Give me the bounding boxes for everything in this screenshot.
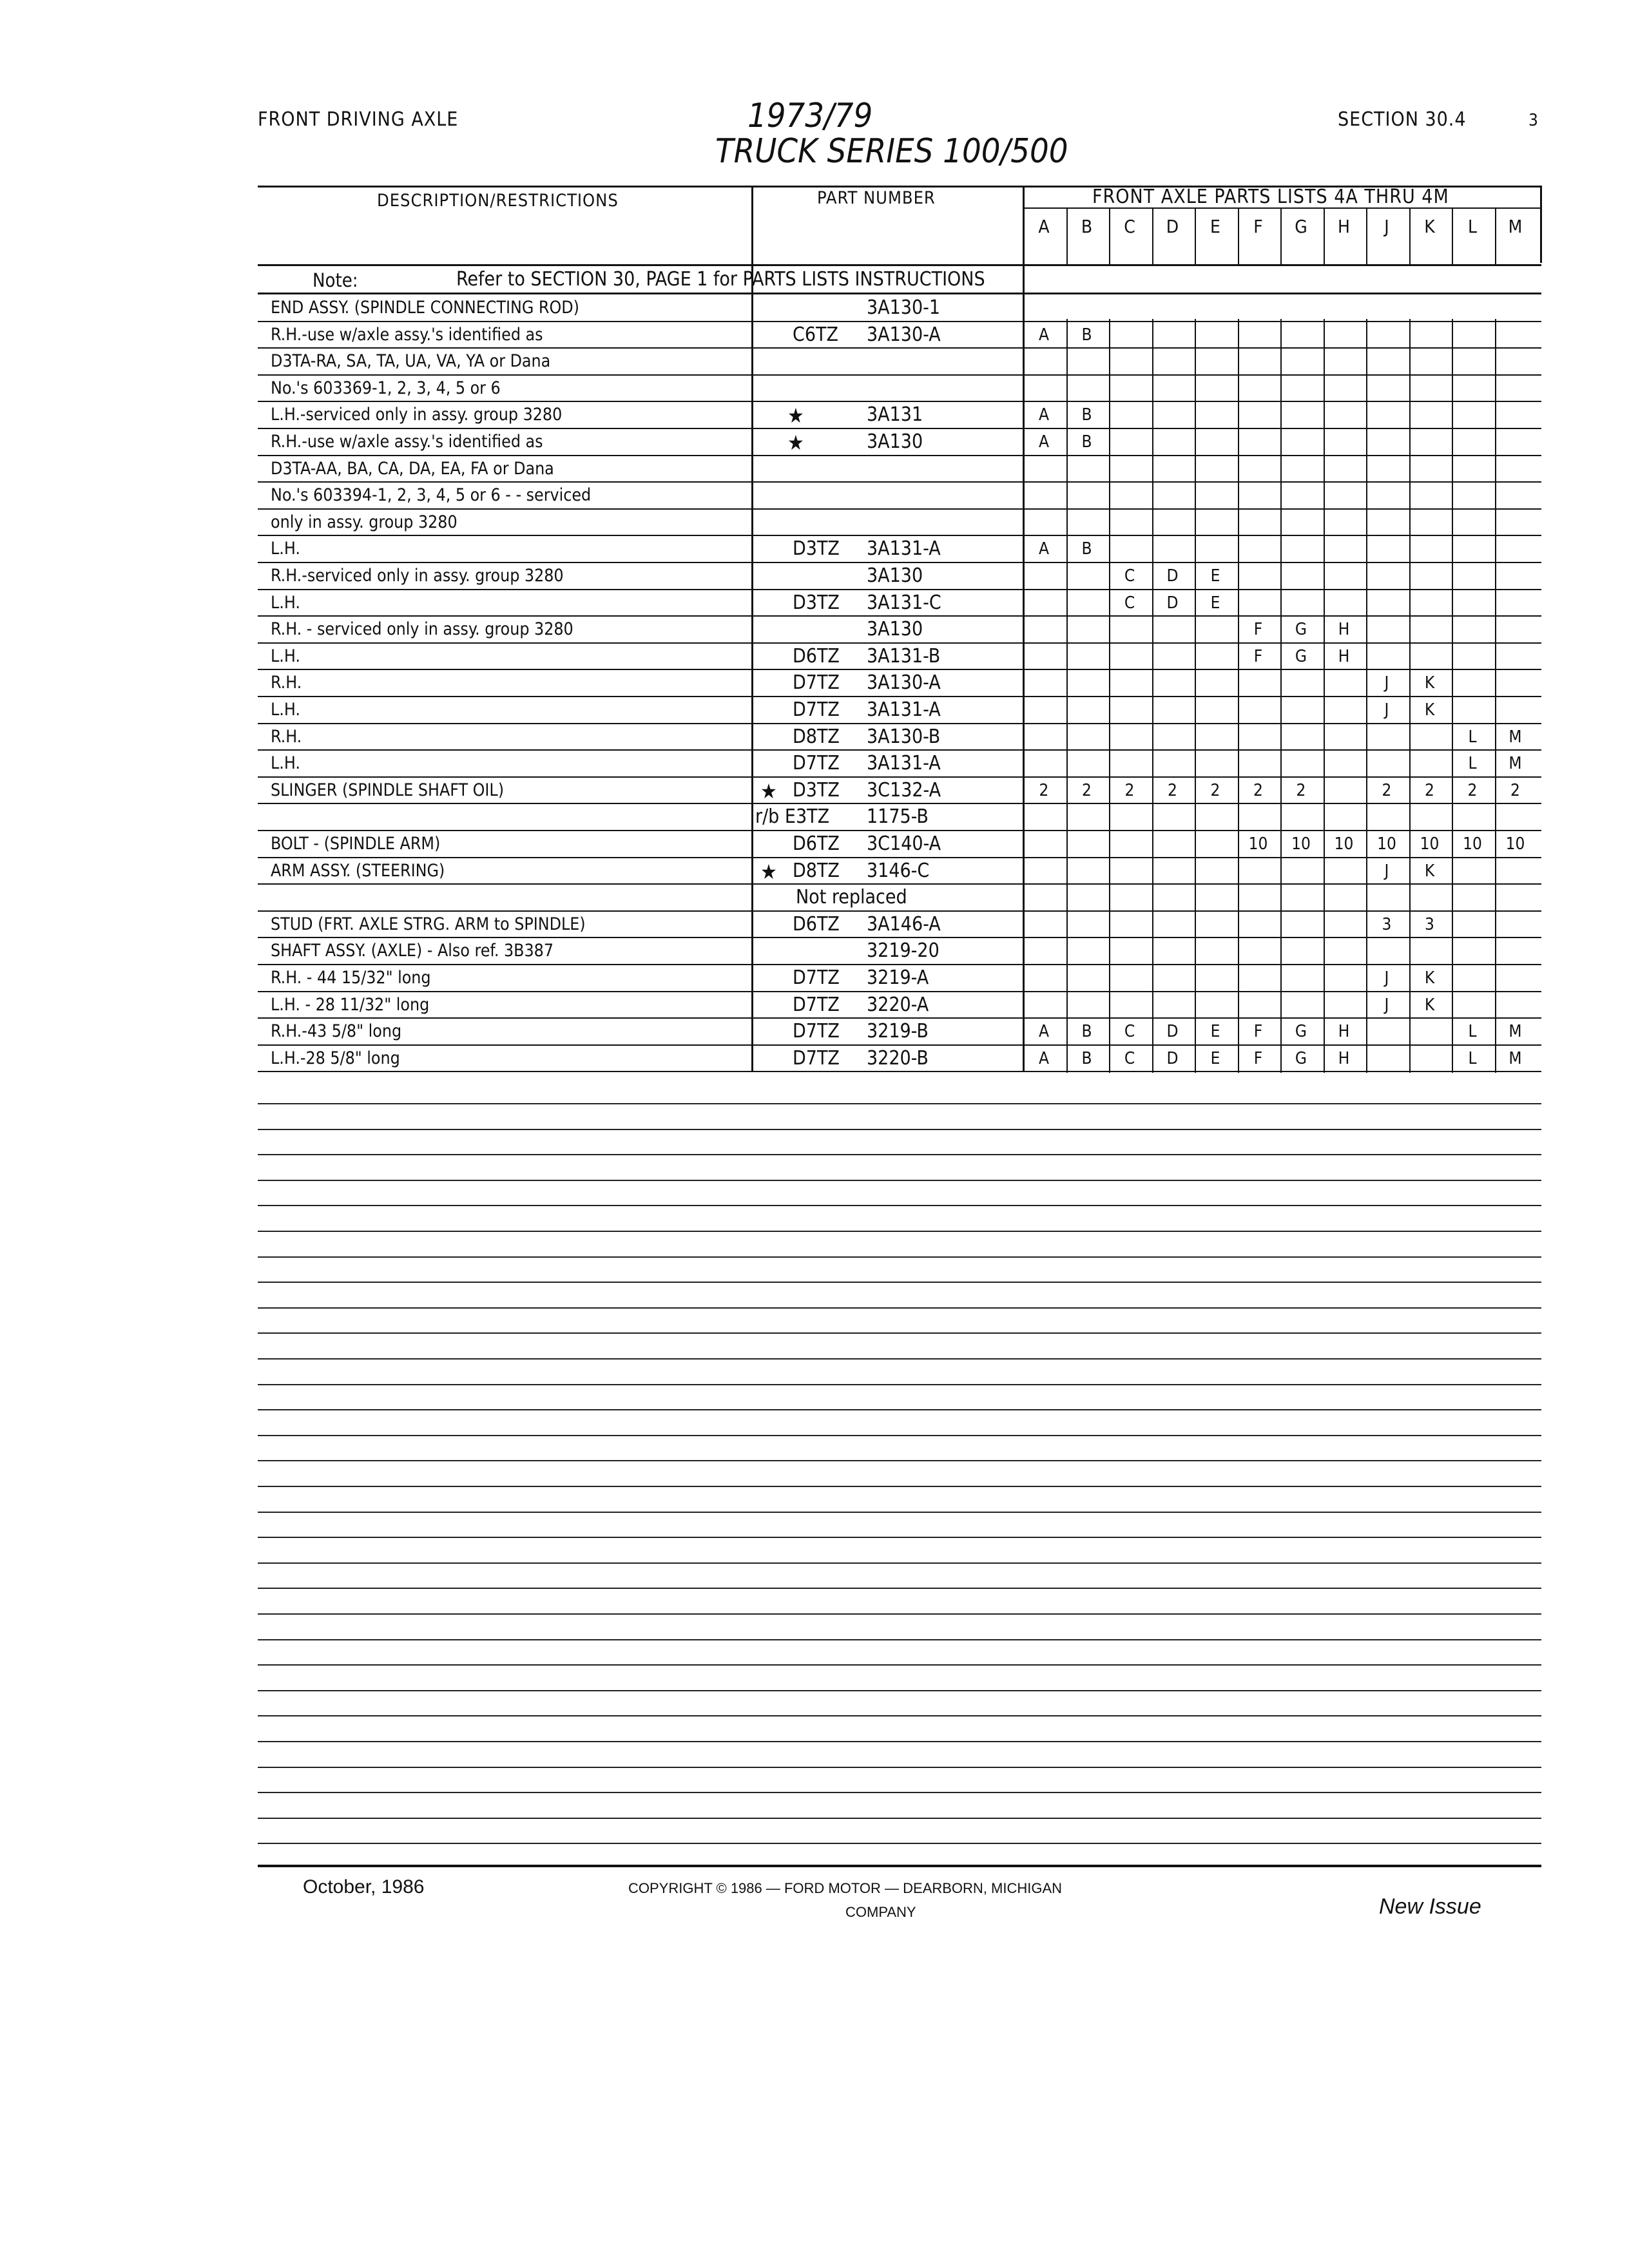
list-cell: B: [1081, 405, 1092, 425]
list-column-divider: [1238, 319, 1239, 1073]
list-cell: 3: [1425, 914, 1434, 934]
list-cell: 2: [1168, 780, 1177, 800]
list-cell: F: [1253, 620, 1263, 640]
list-cell: M: [1509, 1022, 1522, 1042]
row-rule: [258, 749, 1541, 751]
blank-line: [258, 1409, 1541, 1410]
list-column-divider: [1109, 207, 1110, 264]
star-icon: ★: [787, 403, 804, 428]
row-rule: [258, 696, 1541, 697]
list-cell: C: [1124, 566, 1135, 586]
list-cell: 2: [1296, 780, 1306, 800]
list-cell: 10: [1291, 834, 1311, 854]
part-basic-number: 3146-C: [867, 859, 930, 882]
list-column-header: J: [1384, 216, 1389, 237]
list-cell: 10: [1463, 834, 1482, 854]
part-basic-number: 3220-A: [867, 993, 929, 1016]
part-basic-number: 3C132-A: [867, 778, 941, 802]
list-column-divider: [1452, 207, 1453, 264]
list-cell: A: [1039, 432, 1049, 452]
list-cell: C: [1124, 1048, 1135, 1068]
list-cell: B: [1081, 539, 1092, 559]
list-column-divider: [1324, 207, 1325, 264]
list-cell: G: [1295, 620, 1307, 640]
row-rule: [258, 910, 1541, 912]
row-description: L.H.-28 5/8" long: [271, 1048, 400, 1068]
row-description: R.H.-use w/axle assy.'s identified as: [271, 432, 543, 452]
blank-line: [258, 1282, 1541, 1283]
row-rule: [258, 803, 1541, 804]
list-cell: E: [1210, 566, 1220, 586]
part-prefix: D6TZ: [793, 644, 840, 668]
list-cell: 2: [1425, 780, 1434, 800]
blank-line: [258, 1460, 1541, 1461]
row-rule: [258, 455, 1541, 456]
list-cell: J: [1384, 673, 1389, 693]
row-description: SHAFT ASSY. (AXLE) - Also ref. 3B387: [271, 941, 554, 961]
list-column-divider: [1452, 319, 1453, 1073]
list-cell: M: [1509, 727, 1522, 747]
list-column-divider: [1066, 207, 1068, 264]
blank-line: [258, 1129, 1541, 1130]
blank-line: [258, 1690, 1541, 1691]
blank-line: [258, 1767, 1541, 1768]
part-number-header: PART NUMBER: [817, 188, 936, 208]
list-cell: 2: [1467, 780, 1478, 800]
list-cell: J: [1384, 861, 1389, 881]
list-cell: 10: [1420, 834, 1440, 854]
part-basic-number: 3A131-B: [867, 644, 941, 668]
part-basic-number: 3219-A: [867, 966, 929, 989]
section-title: FRONT DRIVING AXLE: [258, 108, 459, 131]
list-cell: H: [1338, 1022, 1350, 1042]
part-basic-number: 3A146-A: [867, 912, 941, 936]
list-cell: B: [1081, 432, 1092, 452]
row-description: L.H.: [271, 753, 300, 774]
list-column-divider: [1152, 319, 1153, 1073]
list-cell: J: [1384, 995, 1389, 1015]
part-basic-number: 3A130-A: [867, 323, 941, 346]
lists-header: FRONT AXLE PARTS LISTS 4A THRU 4M: [1092, 186, 1449, 208]
list-cell: H: [1338, 646, 1350, 666]
row-rule: [258, 508, 1541, 510]
list-cell: 2: [1082, 780, 1092, 800]
row-description: only in assy. group 3280: [271, 512, 458, 532]
list-column-header: K: [1424, 216, 1435, 237]
list-cell: F: [1253, 1022, 1263, 1042]
list-cell: D: [1166, 593, 1179, 613]
star-icon: ★: [760, 859, 777, 884]
row-rule: [258, 830, 1541, 831]
blank-line: [258, 1307, 1541, 1309]
list-column-header: A: [1038, 216, 1050, 237]
list-column-divider: [1195, 319, 1196, 1073]
part-basic-number: 3A131: [867, 403, 923, 427]
row-rule: [258, 776, 1541, 778]
blank-line: [258, 1256, 1541, 1258]
blank-line: [258, 1512, 1541, 1513]
list-column-divider: [1109, 319, 1110, 1073]
footer-rule: [258, 1865, 1541, 1867]
blank-line: [258, 1332, 1541, 1334]
part-prefix: D7TZ: [793, 993, 840, 1016]
part-prefix: D7TZ: [793, 752, 840, 775]
list-cell: A: [1039, 325, 1049, 345]
part-basic-number: 3220-B: [867, 1046, 929, 1070]
row-description: No.'s 603369-1, 2, 3, 4, 5 or 6: [271, 378, 501, 398]
blank-line: [258, 1639, 1541, 1640]
part-col-divider: [1023, 186, 1025, 1072]
list-cell: C: [1124, 1022, 1135, 1042]
row-rule: [258, 937, 1541, 938]
part-basic-number: 3A131-A: [867, 698, 941, 721]
list-column-header: M: [1508, 216, 1523, 237]
list-cell: E: [1210, 1048, 1220, 1068]
blank-line: [258, 1792, 1541, 1793]
list-cell: 10: [1248, 834, 1268, 854]
list-cell: M: [1509, 1048, 1522, 1068]
list-cell: 10: [1377, 834, 1396, 854]
list-cell: G: [1295, 1048, 1307, 1068]
list-column-header: C: [1124, 216, 1135, 237]
blank-line: [258, 1843, 1541, 1844]
part-basic-number: 1175-B: [867, 805, 929, 829]
list-cell: 2: [1039, 780, 1049, 800]
blank-line: [258, 1435, 1541, 1436]
list-column-divider: [1409, 207, 1411, 264]
part-prefix: D6TZ: [793, 832, 840, 855]
year-range: 1973/79: [747, 97, 873, 135]
row-rule: [258, 615, 1541, 617]
row-description: BOLT - (SPINDLE ARM): [271, 834, 441, 854]
row-description: R.H.-use w/axle assy.'s identified as: [271, 324, 543, 345]
row-rule: [258, 991, 1541, 992]
list-cell: E: [1210, 1022, 1220, 1042]
list-column-header: B: [1081, 216, 1093, 237]
row-description: L.H. - 28 11/32" long: [271, 994, 430, 1015]
note-label: Note:: [313, 269, 358, 291]
list-column-header: F: [1253, 216, 1263, 237]
list-cell: 2: [1253, 780, 1263, 800]
list-cell: L: [1468, 1048, 1477, 1068]
row-rule: [258, 428, 1541, 429]
blank-line: [258, 1818, 1541, 1819]
blank-line: [258, 1205, 1541, 1206]
row-description: R.H.-43 5/8" long: [271, 1021, 402, 1042]
list-column-header: E: [1210, 216, 1220, 237]
list-cell: C: [1124, 593, 1135, 613]
list-column-header: H: [1338, 216, 1350, 237]
row-rule: [258, 669, 1541, 670]
list-cell: 3: [1382, 914, 1392, 934]
row-description: No.'s 603394-1, 2, 3, 4, 5 or 6 - - serviced: [271, 485, 592, 506]
row-description: L.H.-serviced only in assy. group 3280: [271, 405, 563, 425]
list-cell: 2: [1382, 780, 1392, 800]
list-cell: L: [1468, 727, 1477, 747]
part-prefix: C6TZ: [793, 323, 838, 346]
row-description: D3TA-AA, BA, CA, DA, EA, FA or Dana: [271, 458, 554, 479]
list-column-divider: [1280, 207, 1282, 264]
row-description: D3TA-RA, SA, TA, UA, VA, YA or Dana: [271, 351, 551, 372]
row-rule: [258, 964, 1541, 965]
part-basic-number: 3A131-C: [867, 591, 941, 614]
list-cell: H: [1338, 1048, 1350, 1068]
list-cell: G: [1295, 646, 1307, 666]
row-description: ARM ASSY. (STEERING): [271, 860, 445, 881]
blank-line: [258, 1588, 1541, 1589]
row-rule: [258, 883, 1541, 885]
list-column-divider: [1495, 319, 1496, 1073]
blank-line: [258, 1537, 1541, 1538]
list-column-divider: [1366, 319, 1367, 1073]
part-basic-number: 3A130-A: [867, 671, 941, 695]
row-rule: [258, 1044, 1541, 1046]
list-column-divider: [1066, 319, 1068, 1073]
row-description: R.H.-serviced only in assy. group 3280: [271, 566, 564, 586]
part-basic-number: 3A130: [867, 564, 923, 587]
star-icon: ★: [787, 430, 804, 455]
list-cell: K: [1424, 968, 1435, 988]
page-number: 3: [1528, 111, 1538, 130]
list-cell: 2: [1124, 780, 1135, 800]
list-cell: K: [1424, 700, 1435, 720]
row-description: L.H.: [271, 700, 300, 720]
row-rule: [258, 481, 1541, 483]
list-cell: A: [1039, 1022, 1049, 1042]
row-description: L.H.: [271, 592, 300, 613]
description-header: DESCRIPTION/RESTRICTIONS: [377, 191, 619, 211]
blank-line: [258, 1180, 1541, 1181]
list-column-divider: [1238, 207, 1239, 264]
row-rule: [258, 642, 1541, 644]
list-cell: K: [1424, 673, 1435, 693]
blank-line: [258, 1562, 1541, 1564]
list-cell: H: [1338, 620, 1350, 640]
blank-line: [258, 1103, 1541, 1104]
list-column-divider: [1324, 319, 1325, 1073]
list-column-divider: [1495, 207, 1496, 264]
list-cell: D: [1166, 566, 1179, 586]
list-cell: G: [1295, 1022, 1307, 1042]
list-cell: D: [1166, 1048, 1179, 1068]
star-icon: ★: [760, 778, 777, 803]
part-basic-number: 3A131-A: [867, 752, 941, 775]
row-rule: [258, 589, 1541, 590]
list-cell: K: [1424, 861, 1435, 881]
list-cell: 2: [1510, 780, 1520, 800]
list-cell: F: [1253, 1048, 1263, 1068]
row-rule: [258, 535, 1541, 536]
part-basic-number: 3219-20: [867, 939, 940, 963]
copyright-notice: COPYRIGHT © 1986 — FORD MOTOR — DEARBORN, MICHIGAN: [628, 1880, 1063, 1896]
row-rule: [258, 1017, 1541, 1019]
row-description: R.H. - serviced only in assy. group 3280: [271, 619, 574, 640]
list-cell: A: [1039, 1048, 1049, 1068]
blank-line: [258, 1613, 1541, 1615]
part-prefix: D7TZ: [793, 966, 840, 989]
blank-line: [258, 1358, 1541, 1360]
part-basic-number: 3A130-1: [867, 296, 941, 319]
series-title: TRUCK SERIES 100/500: [715, 132, 1068, 171]
part-prefix: D8TZ: [793, 859, 840, 882]
blank-line: [258, 1154, 1541, 1155]
part-prefix: D6TZ: [793, 912, 840, 936]
part-prefix: D3TZ: [793, 778, 840, 802]
list-column-divider: [1280, 319, 1282, 1073]
copyright-company: COMPANY: [845, 1904, 916, 1920]
part-basic-number: 3A130: [867, 618, 923, 641]
part-basic-number: 3A130: [867, 430, 923, 453]
part-basic-number: 3A131-A: [867, 537, 941, 561]
note-text: Refer to SECTION 30, PAGE 1 for PARTS LISTS INSTRUCTIONS: [456, 268, 985, 291]
part-prefix: r/b E3TZ: [755, 805, 830, 829]
list-cell: L: [1468, 754, 1477, 774]
list-cell: B: [1081, 1022, 1092, 1042]
blank-line: [258, 1384, 1541, 1385]
list-column-divider: [1409, 319, 1411, 1073]
row-rule: [258, 857, 1541, 858]
list-cell: 2: [1210, 780, 1220, 800]
section-number: SECTION 30.4: [1338, 108, 1467, 131]
row-rule: [258, 374, 1541, 376]
blank-line: [258, 1664, 1541, 1666]
header-bottom-rule: [258, 264, 1541, 266]
issue-status: New Issue: [1379, 1894, 1481, 1919]
row-description: L.H.: [271, 539, 300, 559]
list-cell: J: [1384, 968, 1389, 988]
list-column-header: G: [1295, 216, 1307, 237]
list-cell: M: [1509, 754, 1522, 774]
row-description: R.H.: [271, 673, 302, 693]
list-cell: 10: [1334, 834, 1354, 854]
list-cell: 10: [1505, 834, 1525, 854]
row-description: L.H.: [271, 646, 300, 666]
row-rule: [258, 1071, 1541, 1072]
row-description: R.H. - 44 15/32" long: [271, 968, 431, 988]
list-cell: L: [1468, 1022, 1477, 1042]
row-rule: [258, 347, 1541, 349]
list-cell: B: [1081, 325, 1092, 345]
part-prefix: D3TZ: [793, 537, 840, 561]
list-cell: D: [1166, 1022, 1179, 1042]
list-column-divider: [1152, 207, 1153, 264]
desc-col-divider: [751, 186, 753, 1072]
blank-line: [258, 1741, 1541, 1742]
row-rule: [258, 723, 1541, 724]
right-edge: [1540, 186, 1542, 263]
part-prefix: D8TZ: [793, 725, 840, 748]
part-prefix: D7TZ: [793, 1020, 840, 1043]
row-description: STUD (FRT. AXLE STRG. ARM to SPINDLE): [271, 914, 586, 934]
list-cell: A: [1039, 405, 1049, 425]
issue-date: October, 1986: [303, 1876, 425, 1898]
part-basic-number: 3C140-A: [867, 832, 941, 855]
blank-line: [258, 1231, 1541, 1232]
note-bottom-rule: [258, 293, 1541, 294]
blank-line: [258, 1486, 1541, 1487]
part-basic-number: 3219-B: [867, 1020, 929, 1043]
list-column-divider: [1366, 207, 1367, 264]
row-rule: [258, 321, 1541, 322]
row-description: END ASSY. (SPINDLE CONNECTING ROD): [271, 298, 579, 318]
row-description: R.H.: [271, 726, 302, 747]
row-rule: [258, 401, 1541, 402]
part-prefix: Not replaced: [796, 886, 907, 909]
row-description: SLINGER (SPINDLE SHAFT OIL): [271, 780, 505, 800]
list-cell: B: [1081, 1048, 1092, 1068]
list-cell: E: [1210, 593, 1220, 613]
list-column-header: D: [1166, 216, 1179, 237]
list-cell: J: [1384, 700, 1389, 720]
list-cell: K: [1424, 995, 1435, 1015]
list-column-header: L: [1467, 216, 1478, 237]
list-cell: A: [1039, 539, 1049, 559]
blank-line: [258, 1715, 1541, 1716]
part-prefix: D7TZ: [793, 698, 840, 721]
row-rule: [258, 562, 1541, 563]
list-cell: F: [1253, 646, 1263, 666]
part-prefix: D3TZ: [793, 591, 840, 614]
part-prefix: D7TZ: [793, 671, 840, 695]
list-column-divider: [1195, 207, 1196, 264]
part-basic-number: 3A130-B: [867, 725, 941, 748]
part-prefix: D7TZ: [793, 1046, 840, 1070]
